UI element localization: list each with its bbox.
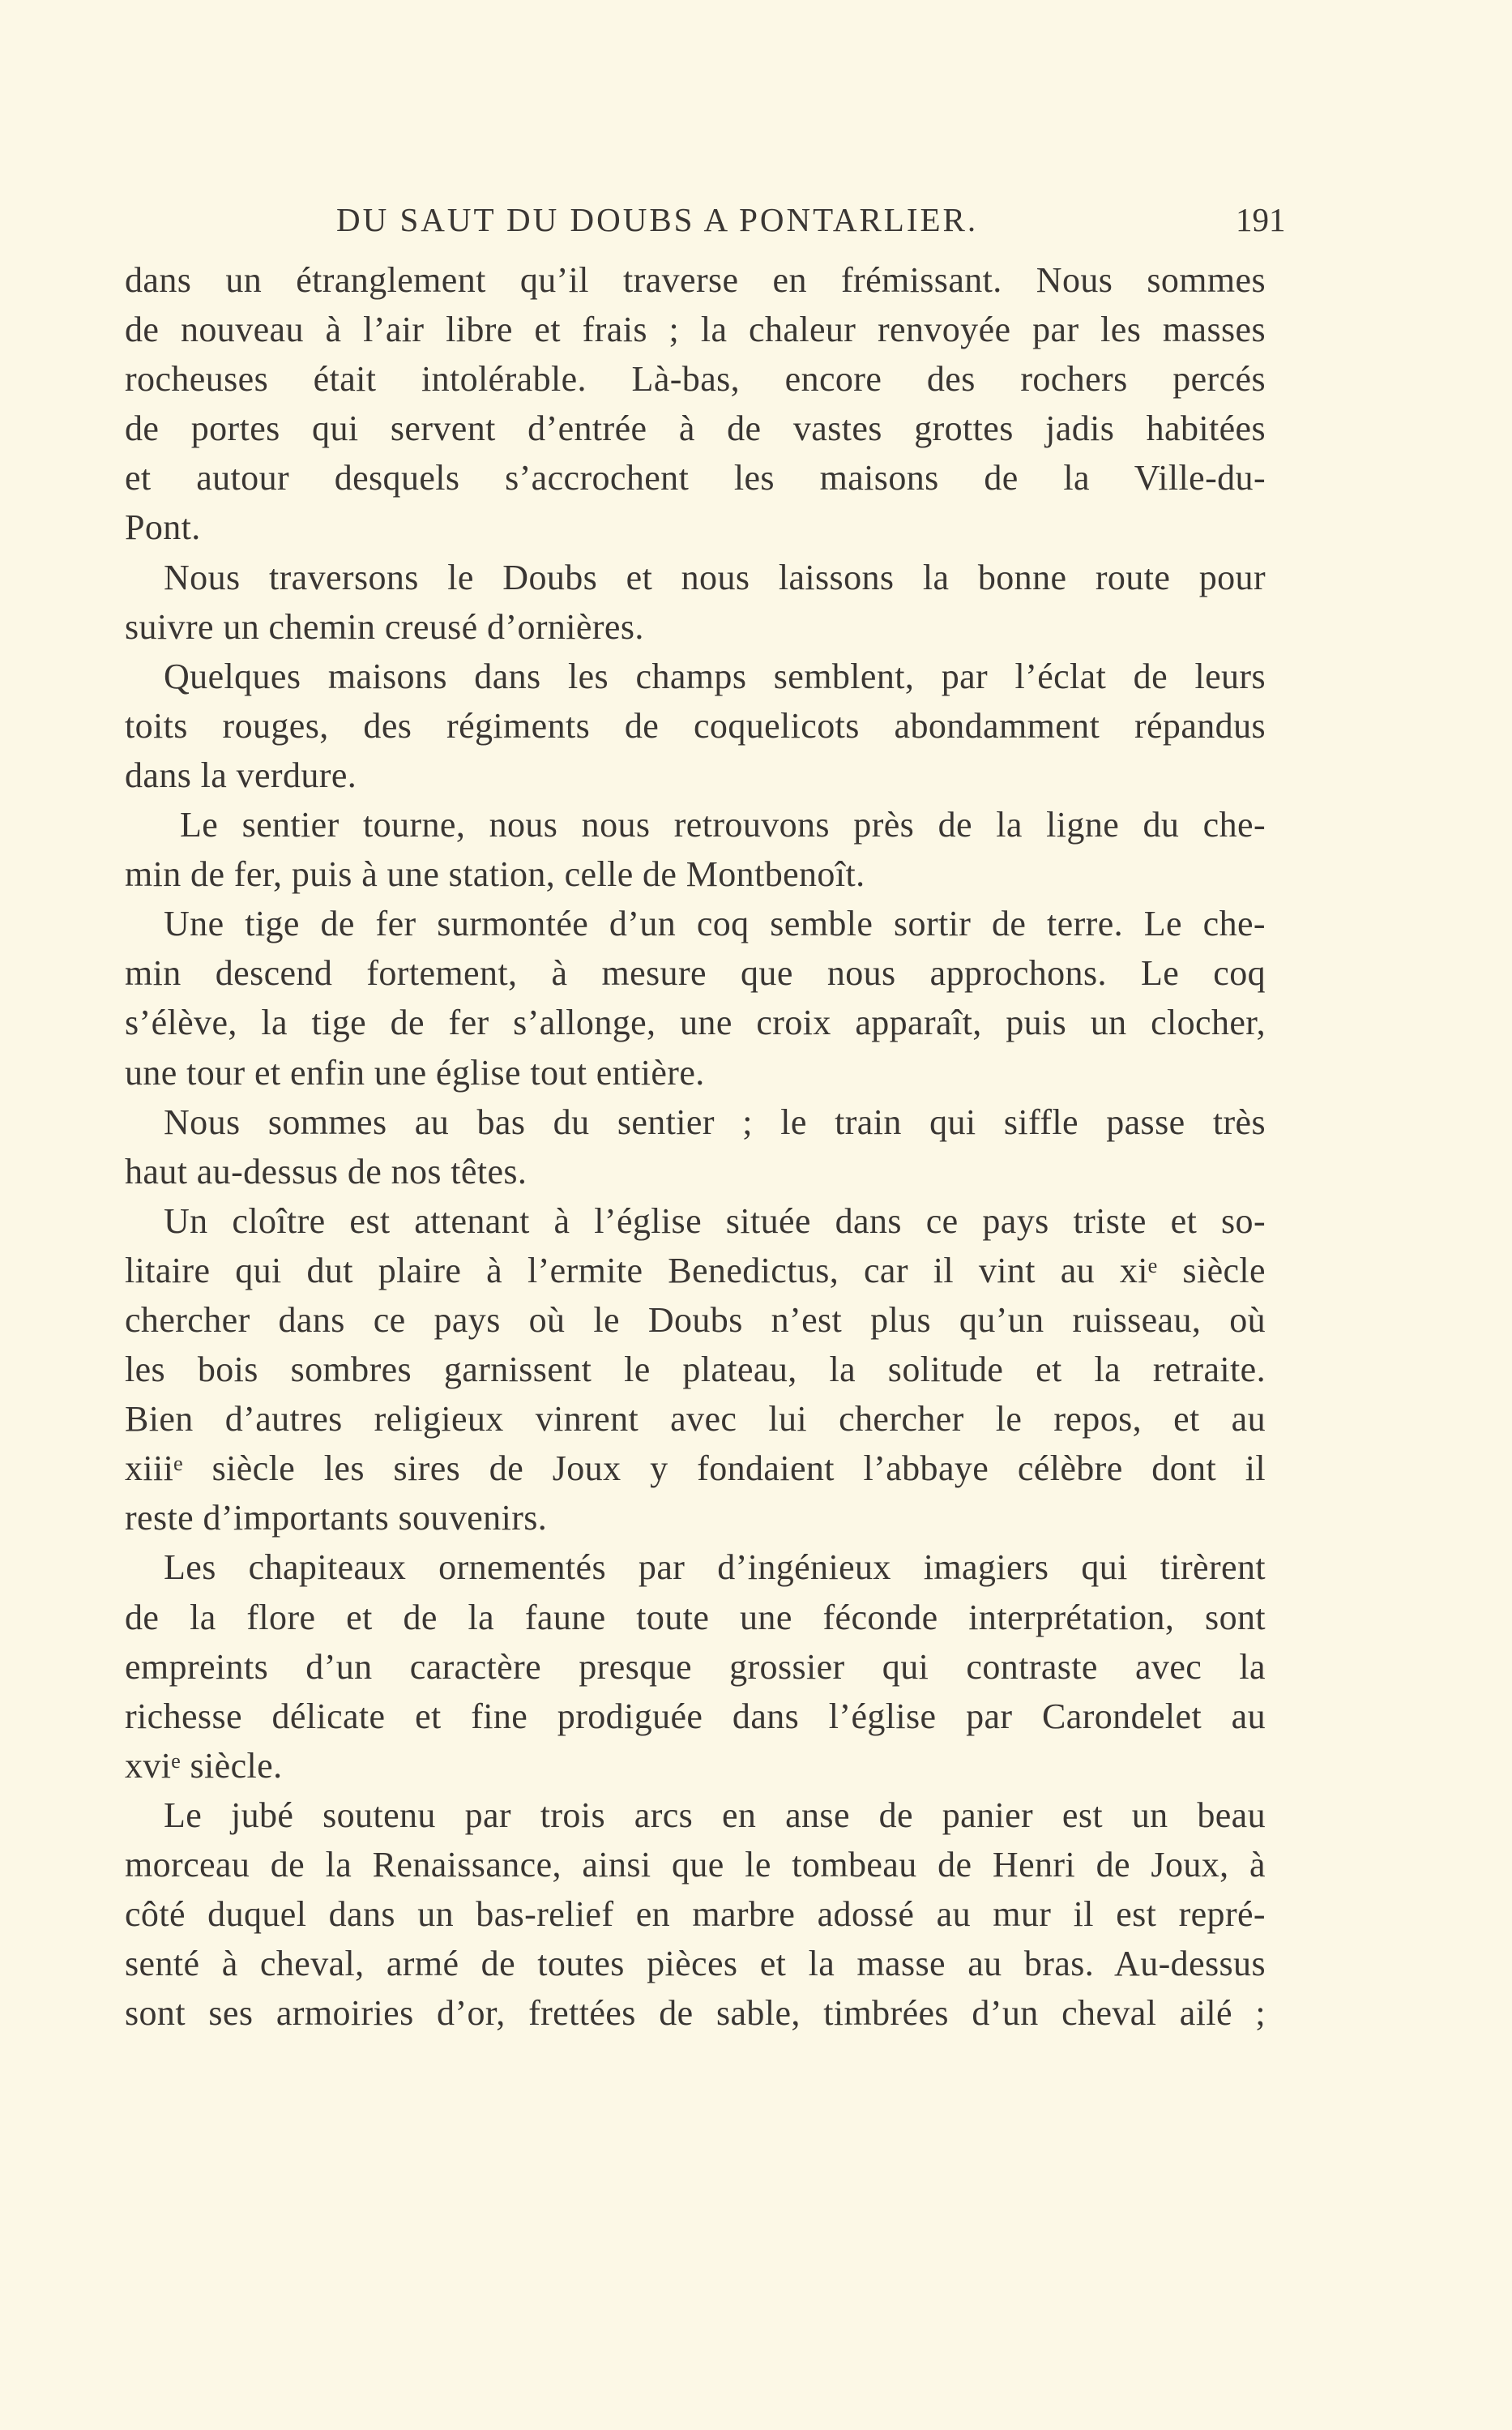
text-line: min de fer, puis à une station, celle de Montbenoît. xyxy=(125,854,865,895)
running-title: DU SAUT DU DOUBS A PONTARLIER. xyxy=(336,201,979,238)
text-line: Pont. xyxy=(125,507,201,548)
text-line: Bien d’autres religieux vinrent avec lui chercher le repos, et au xyxy=(125,1399,1266,1440)
text-line: rocheuses était intolérable. Là-bas, encore des rochers percés xyxy=(125,359,1266,400)
text-line: reste d’importants souvenirs. xyxy=(125,1498,548,1538)
text-line: et autour desquels s’accrochent les maisons de la Ville-du- xyxy=(125,458,1266,498)
text-line: litaire qui dut plaire à l’ermite Benedictus, car il vint au xiᵉ siècle xyxy=(125,1250,1266,1290)
text-line: richesse délicate et fine prodiguée dans l’église par Carondelet au xyxy=(125,1696,1266,1736)
running-header xyxy=(0,191,1512,248)
text-line: sont ses armoiries d’or, frettées de sable, timbrées d’un cheval ailé ; xyxy=(125,1993,1266,2034)
text-line: suivre un chemin creusé d’ornières. xyxy=(125,606,644,647)
text-line: min descend fortement, à mesure que nous approchons. Le coq xyxy=(125,953,1266,994)
text-line: morceau de la Renaissance, ainsi que le tombeau de Henri de Joux, à xyxy=(125,1845,1266,1885)
text-line: Quelques maisons dans les champs semblent, par l’éclat de leurs xyxy=(164,656,1266,696)
text-line: Le sentier tourne, nous nous retrouvons près de la ligne du che- xyxy=(180,805,1266,845)
text-line: xiiiᵉ siècle les sires de Joux y fondaient l’abbaye célèbre dont il xyxy=(125,1448,1266,1489)
text-line: les bois sombres garnissent le plateau, la solitude et la retraite. xyxy=(125,1350,1266,1390)
page-number: 191 xyxy=(1236,201,1286,238)
text-line: Une tige de fer surmontée d’un coq semble sortir de terre. Le che- xyxy=(164,904,1266,944)
text-line: haut au-dessus de nos têtes. xyxy=(125,1151,527,1191)
text-line: Nous traversons le Doubs et nous laissons la bonne route pour xyxy=(164,557,1266,597)
text-line: xviᵉ siècle. xyxy=(125,1745,283,1786)
text-line: une tour et enfin une église tout entière. xyxy=(125,1052,705,1093)
text-line: Un cloître est attenant à l’église située dans ce pays triste et so- xyxy=(164,1200,1266,1241)
text-line: Nous sommes au bas du sentier ; le train qui siffle passe très xyxy=(164,1102,1266,1142)
text-line: dans un étranglement qu’il traverse en frémissant. Nous sommes xyxy=(125,260,1266,300)
text-line: senté à cheval, armé de toutes pièces et la masse au bras. Au-dessus xyxy=(125,1944,1266,1984)
text-line: Les chapiteaux ornementés par d’ingénieux imagiers qui tirèrent xyxy=(164,1547,1266,1588)
text-line: toits rouges, des régiments de coquelicots abondamment répandus xyxy=(125,705,1266,746)
text-line: empreints d’un caractère presque grossier qui contraste avec la xyxy=(125,1646,1266,1687)
text-line: Le jubé soutenu par trois arcs en anse de panier est un beau xyxy=(164,1795,1266,1835)
text-line: côté duquel dans un bas-relief en marbre adossé au mur il est repré- xyxy=(125,1894,1266,1935)
text-line: de portes qui servent d’entrée à de vastes grottes jadis habitées xyxy=(125,409,1266,449)
text-line: chercher dans ce pays où le Doubs n’est plus qu’un ruisseau, où xyxy=(125,1299,1266,1340)
text-line: de la flore et de la faune toute une féconde interprétation, sont xyxy=(125,1597,1266,1637)
text-line: dans la verdure. xyxy=(125,755,357,795)
text-line: de nouveau à l’air libre et frais ; la chaleur renvoyée par les masses xyxy=(125,310,1266,350)
body-text xyxy=(125,255,1266,2038)
text-line: s’élève, la tige de fer s’allonge, une croix apparaît, puis un clocher, xyxy=(125,1003,1266,1043)
